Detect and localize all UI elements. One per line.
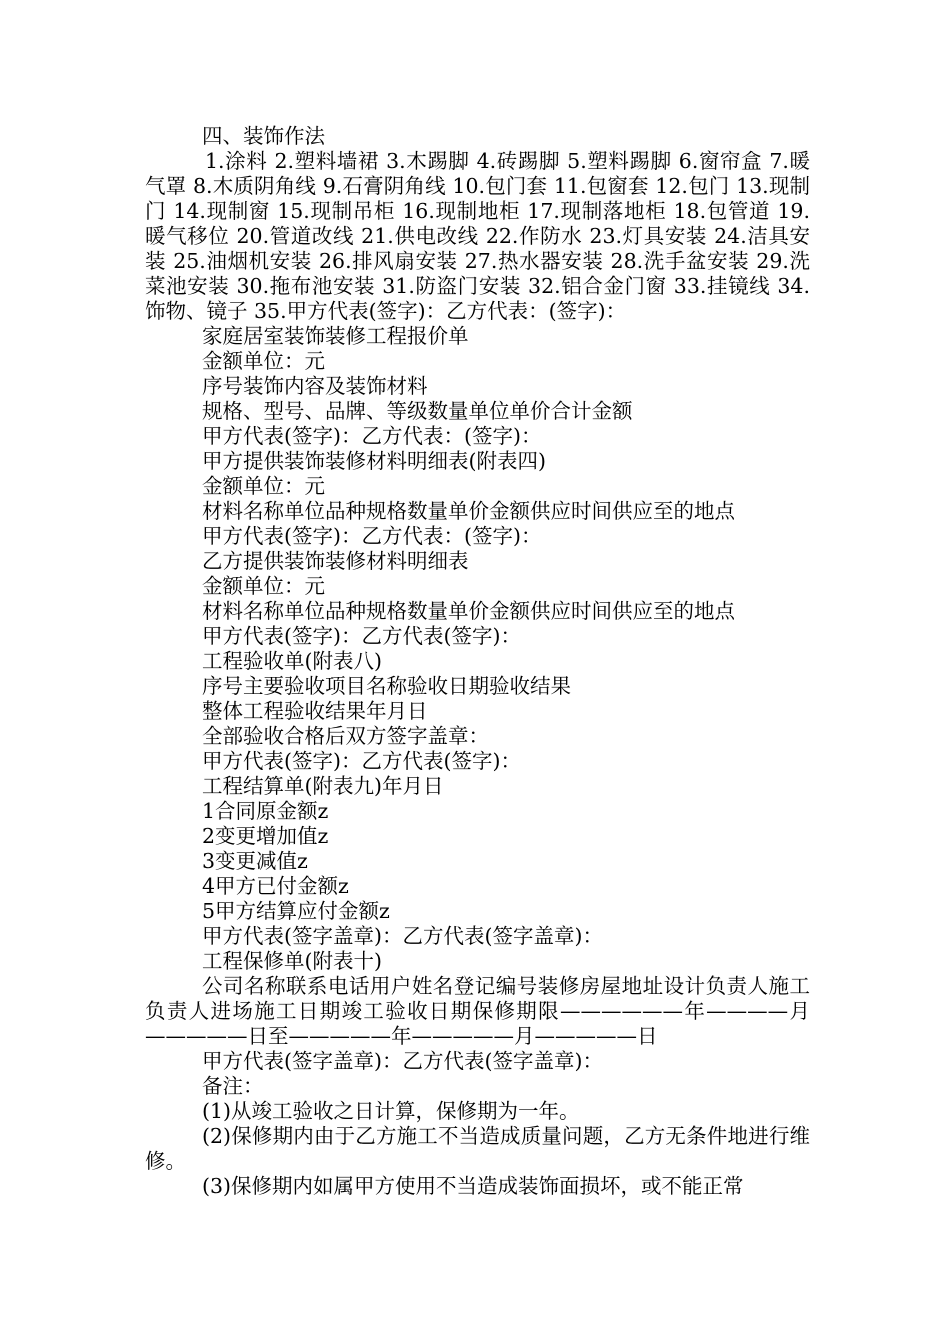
signature-line: 甲方代表(签字盖章)：乙方代表(签字盖章)： <box>202 1049 603 1073</box>
overall-acceptance-result: 整体工程验收结果年月日 <box>202 699 428 723</box>
section-heading: 四、装饰作法 <box>202 124 325 148</box>
acceptance-table-header: 序号主要验收项目名称验收日期验收结果 <box>202 674 571 698</box>
settlement-item: 2变更增加值z <box>202 824 329 848</box>
amount-unit: 金额单位：元 <box>202 574 325 598</box>
signature-line: 甲方代表(签字盖章)：乙方代表(签字盖章)： <box>202 924 603 948</box>
warranty-note-1: (1)从竣工验收之日计算，保修期为一年。 <box>202 1099 580 1123</box>
settlement-item: 3变更减值z <box>202 849 308 873</box>
party-b-materials-title: 乙方提供装饰装修材料明细表 <box>202 549 469 573</box>
acceptance-sign-note: 全部验收合格后双方签字盖章： <box>202 724 489 748</box>
document-page <box>145 124 810 1199</box>
signature-line: 甲方代表(签字)：乙方代表(签字)： <box>202 624 521 648</box>
quote-table-header-2: 规格、型号、品牌、等级数量单位单价合计金额 <box>202 399 633 423</box>
settlement-item: 1合同原金额z <box>202 799 329 823</box>
quote-table-header-1: 序号装饰内容及装饰材料 <box>202 374 428 398</box>
signature-line: 甲方代表(签字)：乙方代表：(签字)： <box>202 424 542 448</box>
signature-line: 甲方代表(签字)：乙方代表：(签字)： <box>202 524 542 548</box>
warranty-note-3: (3)保修期内如属甲方使用不当造成装饰面损坏，或不能正常 <box>202 1174 744 1198</box>
warranty-fields: 公司名称联系电话用户姓名登记编号装修房屋地址设计负责人施工负责人进场施工日期竣工验收日期保修期限——————年————月—————日至—————年—————月—————日 <box>145 974 810 1048</box>
amount-unit: 金额单位：元 <box>202 474 325 498</box>
quote-sheet-title: 家庭居室装饰装修工程报价单 <box>202 324 469 348</box>
settlement-item: 4甲方已付金额z <box>202 874 349 898</box>
settlement-sheet-title: 工程结算单(附表九)年月日 <box>202 774 444 798</box>
materials-table-header: 材料名称单位品种规格数量单价金额供应时间供应至的地点 <box>202 499 735 523</box>
decoration-items-list: 1.涂料 2.塑料墙裙 3.木踢脚 4.砖踢脚 5.塑料踢脚 6.窗帘盒 7.暖气罩 8.木质阴角线 9.石膏阴角线 10.包门套 11.包窗套 12.包门 13.现制门 14.现制窗 15.现制吊柜 16.现制地柜 17.现制落地柜 18.包管道 19.暖气移位 20.管道改线 21.供电改线 22.作防水 23.灯具安装 24.洁具安装 25.油烟机安装 26.排风扇安装 27.热水器安装 28.洗手盆安装 29.洗菜池安装 30.拖布池安装 31.防盗门安装 32.铝合金门窗 33.挂镜线 34.饰物、镜子 35.甲方代表(签字)：乙方代表：(签字)： <box>145 149 810 323</box>
amount-unit: 金额单位：元 <box>202 349 325 373</box>
warranty-note-2: (2)保修期内由于乙方施工不当造成质量问题，乙方无条件地进行维修。 <box>145 1124 810 1173</box>
party-a-materials-title: 甲方提供装饰装修材料明细表(附表四) <box>202 449 546 473</box>
warranty-sheet-title: 工程保修单(附表十) <box>202 949 382 973</box>
materials-table-header: 材料名称单位品种规格数量单价金额供应时间供应至的地点 <box>202 599 735 623</box>
notes-label: 备注： <box>202 1074 264 1098</box>
settlement-item: 5甲方结算应付金额z <box>202 899 390 923</box>
acceptance-sheet-title: 工程验收单(附表八) <box>202 649 382 673</box>
signature-line: 甲方代表(签字)：乙方代表(签字)： <box>202 749 521 773</box>
